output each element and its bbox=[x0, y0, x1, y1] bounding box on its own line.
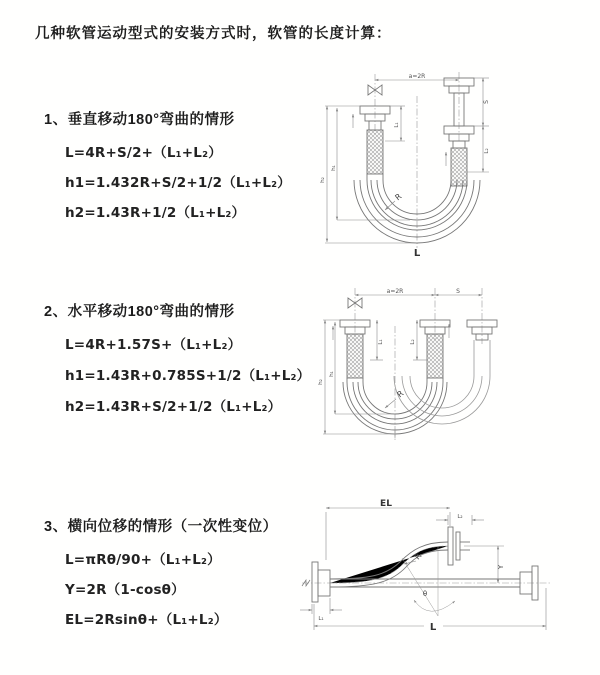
dim-label-l2: L₂ bbox=[457, 514, 463, 520]
hose-assembly bbox=[340, 298, 497, 434]
diagram-lateral-displacement bbox=[298, 498, 598, 663]
length-label: L bbox=[413, 248, 421, 258]
braided-hose-section bbox=[427, 334, 443, 378]
dim-label-l2: L₂ bbox=[410, 339, 416, 345]
formula-line: L=πRθ/90+（L₁+L₂） bbox=[65, 552, 221, 568]
dim-label-h2: h₂ bbox=[318, 379, 324, 385]
section-2-heading: 2、水平移动180°弯曲的情形 bbox=[44, 304, 235, 320]
centerlines bbox=[302, 546, 550, 583]
formula-line: L=4R+1.57S+（L₁+L₂） bbox=[65, 337, 242, 353]
formula-line: L=4R+S/2+（L₁+L₂） bbox=[65, 145, 222, 161]
dim-label-s: S bbox=[456, 288, 460, 295]
dimension-lines bbox=[300, 508, 546, 630]
braided-hose-section bbox=[451, 148, 467, 186]
dim-label-l1: L₁ bbox=[378, 339, 384, 345]
formula-line: h1=1.432R+S/2+1/2（L₁+L₂） bbox=[65, 175, 291, 191]
radius-label: R bbox=[412, 551, 424, 562]
centerlines bbox=[375, 72, 459, 248]
dim-label-l1: L₁ bbox=[318, 616, 324, 622]
angle-label: θ bbox=[422, 590, 428, 598]
diagram-horizontal-180-bend bbox=[313, 282, 598, 467]
dim-label-el: EL bbox=[380, 499, 392, 509]
diagram-vertical-180-bend bbox=[313, 68, 598, 258]
dim-label-h2: h₂ bbox=[320, 177, 326, 183]
page-title: 几种软管运动型式的安装方式时，软管的长度计算： bbox=[35, 26, 392, 42]
braided-hose-section bbox=[367, 130, 383, 174]
section-1-heading: 1、垂直移动180°弯曲的情形 bbox=[44, 112, 235, 128]
dim-label-h1: h₁ bbox=[329, 371, 335, 377]
dim-label-a2r: a=2R bbox=[386, 288, 404, 295]
dim-label-s: S bbox=[483, 100, 490, 104]
formula-line: Y=2R（1-cosθ） bbox=[65, 582, 185, 598]
radius-label: R bbox=[393, 191, 404, 203]
section-3-heading: 3、横向位移的情形（一次性变位） bbox=[44, 519, 278, 535]
angle-construction bbox=[402, 546, 455, 616]
formula-line: h2=1.43R+S/2+1/2（L₁+L₂） bbox=[65, 399, 282, 415]
length-label: L bbox=[429, 622, 437, 633]
radius-label: R bbox=[395, 388, 406, 400]
dim-label-a2r: a=2R bbox=[408, 73, 426, 80]
formula-line: h1=1.43R+0.785S+1/2（L₁+L₂） bbox=[65, 368, 311, 384]
dim-label-y: Y bbox=[497, 564, 505, 570]
formula-line: h2=1.43R+1/2（L₁+L₂） bbox=[65, 205, 246, 221]
dim-label-l1: L₁ bbox=[394, 122, 400, 128]
formula-line: EL=2Rsinθ+（L₁+L₂） bbox=[65, 612, 228, 628]
radius-leader bbox=[385, 399, 396, 408]
dim-label-h1: h₁ bbox=[331, 165, 337, 171]
dim-label-l2: L₂ bbox=[484, 148, 490, 154]
braided-hose-section bbox=[347, 334, 363, 378]
